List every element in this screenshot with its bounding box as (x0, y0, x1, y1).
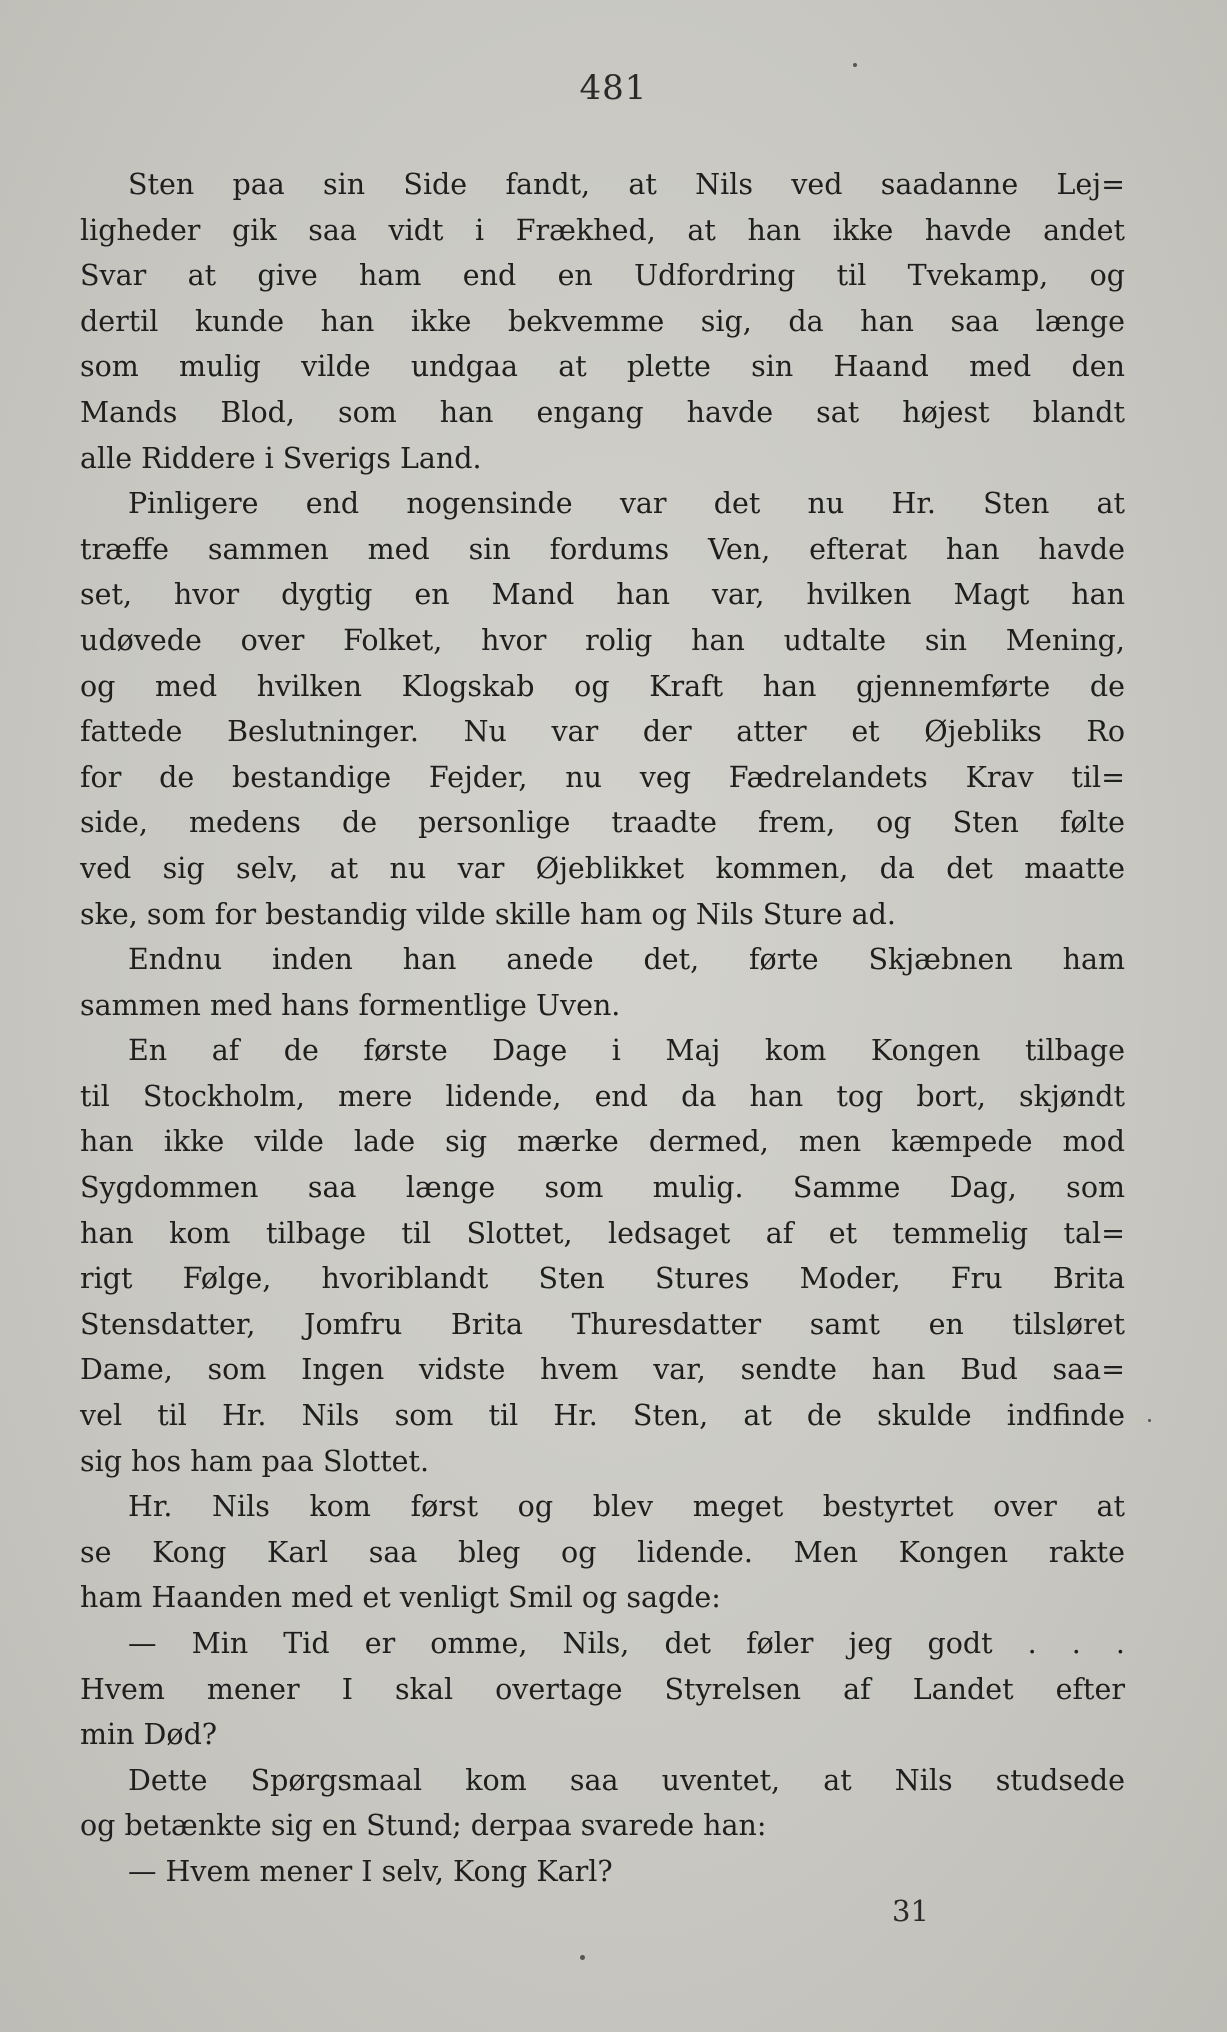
text-line: Dette Spørgsmaal kom saa uventet, at Nils studsede (128, 1763, 1125, 1797)
paper-speck (1148, 1419, 1151, 1422)
text-line: Hr. Nils kom først og blev meget bestyrtet over at (128, 1490, 1125, 1524)
text-line: ved sig selv, at nu var Øjeblikket kommen, da det maatte (80, 851, 1125, 885)
text-line: Pinligere end nogensinde var det nu Hr. Sten at (128, 487, 1125, 521)
text-line: Endnu inden han anede det, førte Skjæbnen ham (128, 943, 1125, 977)
text-line: sig hos ham paa Slottet. (80, 1444, 430, 1478)
text-line: — Hvem mener I selv, Kong Karl? (128, 1854, 613, 1888)
page-number: 481 (579, 68, 648, 108)
text-line: sammen med hans formentlige Uven. (80, 988, 621, 1022)
text-line: — Min Tid er omme, Nils, det føler jeg godt . . . (128, 1627, 1125, 1660)
text-line: set, hvor dygtig en Mand han var, hvilken Magt han (80, 578, 1125, 612)
text-line: og med hvilken Klogskab og Kraft han gjennemførte de (80, 669, 1125, 703)
paper-speck (580, 1955, 585, 1960)
text-line: som mulig vilde undgaa at plette sin Haand med den (80, 350, 1125, 384)
text-line: ham Haanden med et venligt Smil og sagde: (80, 1581, 721, 1615)
text-line: side, medens de personlige traadte frem, og Sten følte (80, 806, 1125, 840)
text-line: En af de første Dage i Maj kom Kongen tilbage (128, 1034, 1125, 1068)
text-line: og betænkte sig en Stund; derpaa svarede han: (80, 1809, 767, 1843)
text-line: Dame, som Ingen vidste hvem var, sendte han Bud saa= (80, 1353, 1125, 1387)
text-line: Sygdommen saa længe som mulig. Samme Dag, som (80, 1171, 1125, 1205)
text-line: min Død? (80, 1718, 218, 1752)
text-line: Sten paa sin Side fandt, at Nils ved saadanne Lej= (128, 168, 1125, 201)
text-line: se Kong Karl saa bleg og lidende. Men Kongen rakte (80, 1535, 1125, 1569)
text-line: Hvem mener I skal overtage Styrelsen af Landet efter (80, 1672, 1125, 1706)
text-line: for de bestandige Fejder, nu veg Fædrelandets Krav til= (80, 760, 1125, 794)
text-line: rigt Følge, hvoriblandt Sten Stures Moder, Fru Brita (80, 1262, 1125, 1296)
text-line: alle Riddere i Sverigs Land. (80, 441, 482, 475)
text-line: han ikke vilde lade sig mærke dermed, men kæmpede mod (80, 1125, 1125, 1159)
text-line: Svar at give ham end en Udfordring til Tvekamp, og (80, 259, 1125, 293)
text-line: udøvede over Folket, hvor rolig han udtalte sin Mening, (80, 623, 1125, 657)
text-line: træffe sammen med sin fordums Ven, efterat han havde (80, 532, 1125, 566)
paper-speck (853, 63, 857, 67)
body-text (80, 162, 1125, 1895)
signature-mark: 31 (892, 1894, 929, 1928)
text-line: til Stockholm, mere lidende, end da han tog bort, skjøndt (80, 1079, 1125, 1113)
text-line: han kom tilbage til Slottet, ledsaget af et temmelig tal= (80, 1216, 1125, 1250)
text-line: Stensdatter, Jomfru Brita Thuresdatter samt en tilsløret (80, 1307, 1125, 1341)
text-line: ligheder gik saa vidt i Frækhed, at han ikke havde andet (80, 213, 1125, 247)
text-line: ske, som for bestandig vilde skille ham og Nils Sture ad. (80, 897, 896, 931)
text-line: fattede Beslutninger. Nu var der atter et Øjebliks Ro (80, 715, 1125, 749)
text-line: vel til Hr. Nils som til Hr. Sten, at de skulde indfinde (80, 1399, 1125, 1433)
text-line: Mands Blod, som han engang havde sat højest blandt (80, 395, 1125, 429)
text-line: dertil kunde han ikke bekvemme sig, da han saa længe (80, 304, 1125, 338)
